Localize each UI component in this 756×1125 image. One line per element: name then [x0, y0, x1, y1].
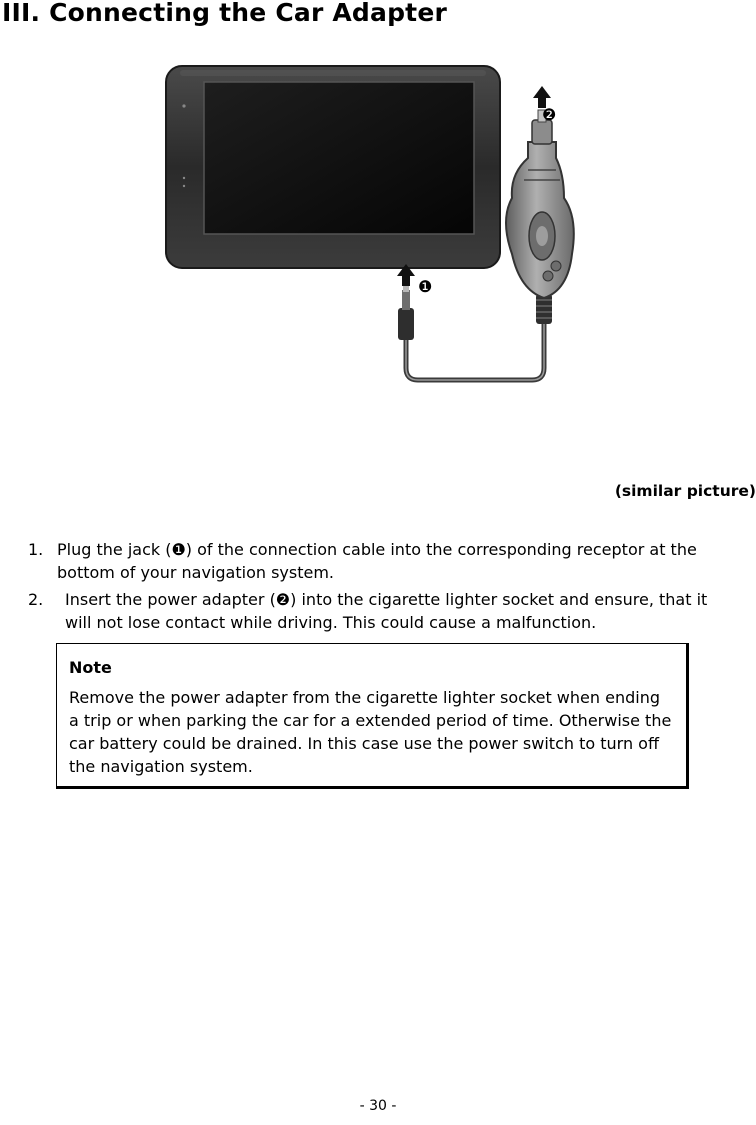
- navigation-device: [166, 66, 500, 268]
- note-body: Remove the power adapter from the cigarette lighter socket when ending a trip or when parking the car for a extended period of time. Otherwise the car battery could be drained. In this case use the power switch to turn off the navigation system.: [69, 688, 672, 776]
- list-item: [28, 588, 738, 634]
- note-title: Note: [69, 658, 112, 677]
- callout-2: ❷: [542, 105, 557, 124]
- step-text: Insert the power adapter (❷) into the cigarette lighter socket and ensure, that it will not lose contact while driving. This could cause a malfunction.: [65, 590, 708, 632]
- step-number: 1.: [28, 540, 44, 559]
- car-adapter-figure: [160, 58, 580, 388]
- figure-caption: (similar picture): [614, 482, 756, 500]
- step-number: 2.: [28, 590, 44, 609]
- section-heading: III. Connecting the Car Adapter: [2, 0, 448, 27]
- device-illustration: [160, 58, 580, 388]
- callout-1: ❶: [418, 277, 433, 296]
- note-box: [56, 643, 689, 789]
- step-text: Plug the jack (❶) of the connection cable into the corresponding receptor at the bottom of your navigation system.: [57, 540, 697, 582]
- power-adapter: [506, 110, 574, 298]
- list-item: [28, 538, 738, 584]
- connection-cable: [406, 308, 544, 380]
- instruction-list: [28, 538, 738, 638]
- jack-plug: [398, 282, 414, 340]
- page-number: - 30 -: [359, 1098, 397, 1114]
